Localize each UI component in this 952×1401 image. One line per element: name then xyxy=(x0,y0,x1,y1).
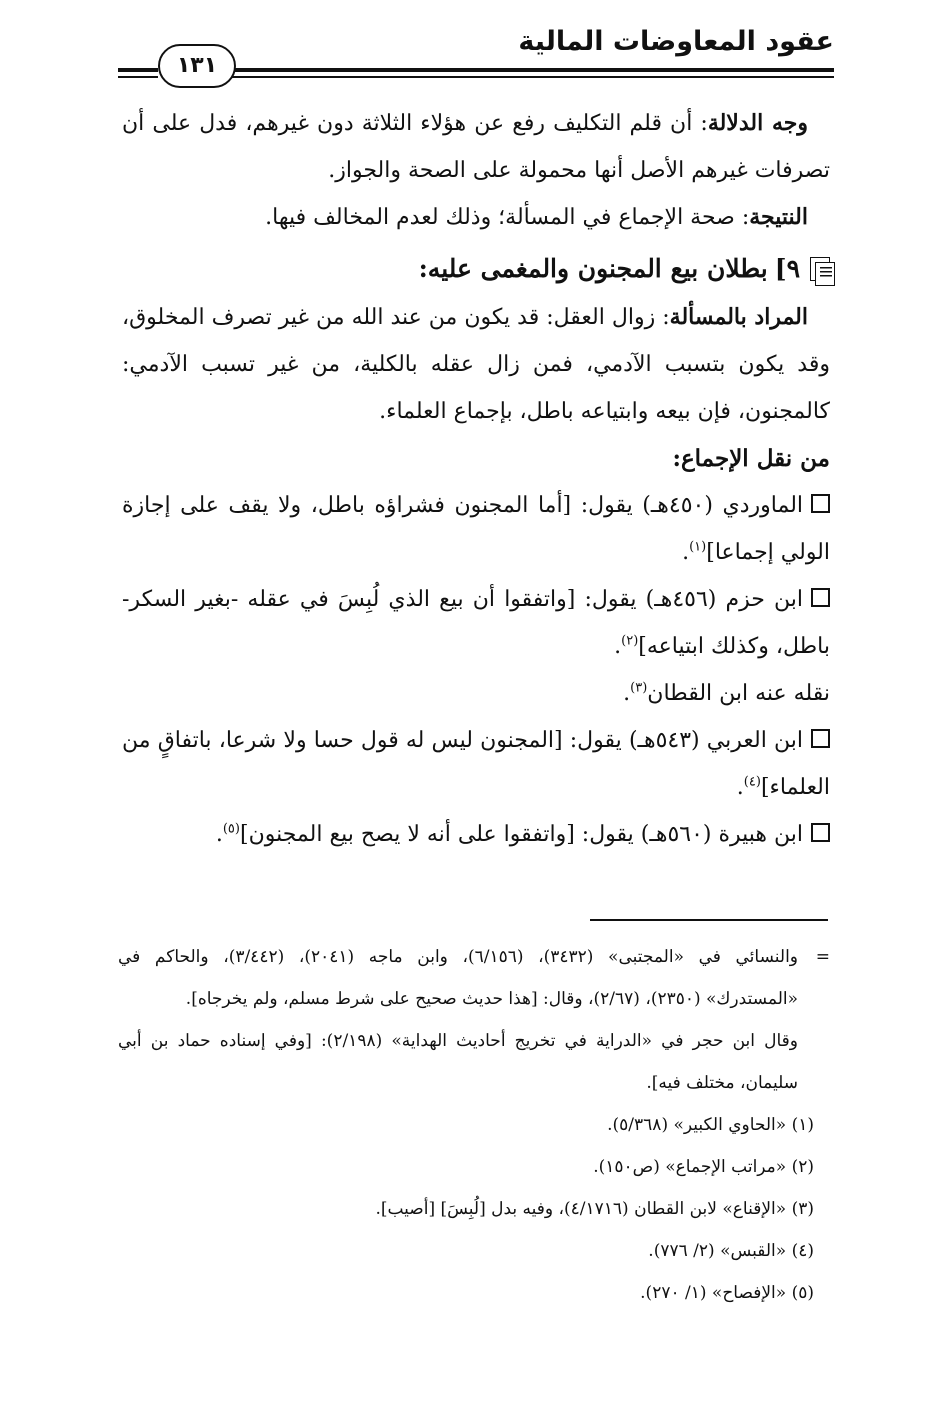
header-rule-left xyxy=(118,68,158,72)
paragraph-result xyxy=(122,194,830,241)
checkbox-square-icon xyxy=(811,494,830,513)
paragraph-definition xyxy=(122,294,830,435)
label-definition: المراد بالمسألة xyxy=(669,304,808,330)
checkbox-square-icon xyxy=(811,588,830,607)
footnote-continuation-2 xyxy=(118,1020,830,1104)
page-number: ١٣١ xyxy=(158,44,236,88)
footnote-1: (١) «الحاوي الكبير» (٥/٣٦٨). xyxy=(607,1115,814,1135)
header-rule-left-thin xyxy=(118,76,158,78)
quote-text: ابن هبيرة (٥٦٠هـ) يقول: [واتفقوا على أنه لا يصح بيع المجنون] xyxy=(239,822,803,847)
footnote-ref: (١) xyxy=(689,539,707,555)
footnote-3: (٣) «الإقناع» لابن القطان (٤/١٧١٦)، وفيه بدل [لُبِسَ] [أصيب]. xyxy=(375,1199,814,1219)
paragraph-evidence xyxy=(122,100,830,194)
quote-text: نقله عنه ابن القطان xyxy=(647,681,830,706)
footnote-ref: (٢) xyxy=(621,633,639,649)
end-dot: . xyxy=(215,822,223,847)
header-rule-thin xyxy=(232,76,834,78)
quote-ibn-hazm xyxy=(122,576,830,670)
section-number: ٩] xyxy=(774,254,800,283)
text-result: : صحة الإجماع في المسألة؛ وذلك لعدم المخالف فيها. xyxy=(265,205,750,230)
quote-ibn-hubayra xyxy=(122,811,830,858)
section-heading xyxy=(122,245,830,294)
footnotes xyxy=(118,936,830,1314)
checkbox-square-icon xyxy=(811,823,830,842)
section-title: بطلان بيع المجنون والمغمى عليه: xyxy=(418,254,768,283)
label-result: النتيجة xyxy=(749,204,808,230)
continuation-text: وقال ابن حجر في «الدراية في تخريج أحاديث الهداية» (٢/١٩٨): [وفي إسناده حماد بن أبي سليمان، مختلف فيه]. xyxy=(118,1031,798,1093)
quote-ibn-arabi xyxy=(122,717,830,811)
footnote-4: (٤) «القبس» (٢/ ٧٧٦). xyxy=(648,1241,814,1261)
quote-text: ابن العربي (٥٤٣هـ) يقول: [المجنون ليس له قول حسا ولا شرعا، باتفاقٍ من العلماء] xyxy=(122,728,830,800)
document-icon xyxy=(810,257,830,281)
quote-mawardi xyxy=(122,482,830,576)
running-title: عقود المعاوضات المالية xyxy=(518,26,834,57)
footnote-ref: (٤) xyxy=(743,774,761,790)
label-evidence: وجه الدلالة xyxy=(707,110,808,136)
checkbox-square-icon xyxy=(811,729,830,748)
text-definition: : زوال العقل: قد يكون من عند الله من غير تصرف المخلوق، وقد يكون بتسبب الآدمي، فمن زال عقله بالكلية، من غير تسبب الآدمي: كالمجنون، فإن بيعه وابتياعه باطل، بإجماع العلماء. xyxy=(122,305,830,424)
end-dot: . xyxy=(736,775,744,800)
continuation-text: والنسائي في «المجتبى» (٣٤٣٢)، (٦/١٥٦)، وابن ماجه (٢٠٤١)، (٣/٤٤٢)، والحاكم في «المستدرك» (٢٣٥٠)، (٢/٦٧)، وقال: [هذا حديث صحيح على شرط مسلم، ولم يخرجاه]. xyxy=(118,947,798,1009)
end-dot: . xyxy=(623,681,631,706)
footnote-5: (٥) «الإفصاح» (١/ ٢٧٠). xyxy=(640,1283,814,1303)
end-dot: . xyxy=(682,540,690,565)
continuation-mark: = xyxy=(815,947,830,967)
main-text xyxy=(122,100,830,858)
footnote-ref: (٥) xyxy=(222,821,240,837)
text-evidence: : أن قلم التكليف رفع عن هؤلاء الثلاثة دون غيرهم، فدل على أن تصرفات غيرهم الأصل أنها محمولة على الصحة والجواز. xyxy=(122,111,830,183)
footnote-divider xyxy=(590,919,828,921)
footnote-continuation xyxy=(118,936,830,1020)
quote-text: ابن حزم (٤٥٦هـ) يقول: [واتفقوا أن بيع الذي لُبِسَ في عقله -بغير السكر- باطل، وكذلك ابتياعه] xyxy=(122,587,830,659)
footnote-ref: (٣) xyxy=(630,680,648,696)
end-dot: . xyxy=(614,634,622,659)
footnote-2: (٢) «مراتب الإجماع» (ص١٥٠). xyxy=(593,1157,814,1177)
quote-text: الماوردي (٤٥٠هـ) يقول: [أما المجنون فشراؤه باطل، ولا يقف على إجازة الولي إجماعا] xyxy=(122,493,830,565)
quote-ibn-qattan xyxy=(122,670,830,717)
header-rule xyxy=(232,68,834,72)
subheading-consensus: من نقل الإجماع: xyxy=(672,445,830,472)
